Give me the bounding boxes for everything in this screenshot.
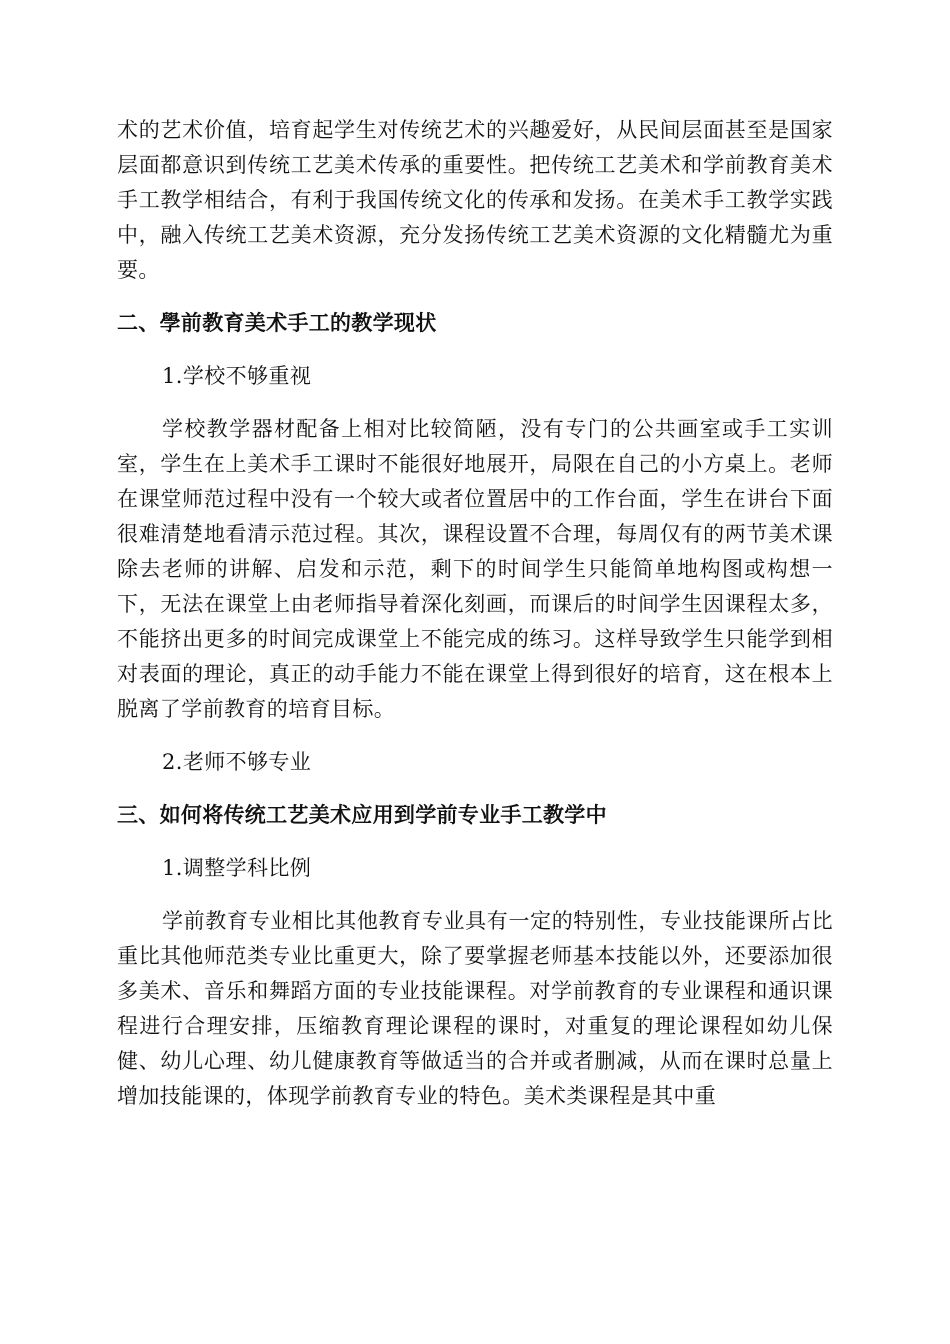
section-3-heading: 三、如何将传统工艺美术应用到学前专业手工教学中 xyxy=(117,803,607,827)
section-2-heading: 二、學前教育美术手工的教学现状 xyxy=(117,311,437,335)
section-2-subheading-2: 2.老师不够专业 xyxy=(162,750,312,774)
section-3-subheading-1: 1.调整学科比例 xyxy=(162,856,312,880)
document-body xyxy=(117,113,833,1132)
section-2-subheading-1: 1.学校不够重视 xyxy=(162,364,312,388)
section-3-paragraph-1: 学前教育专业相比其他教育专业具有一定的特别性，专业技能课所占比重比其他师范类专业比重更大，除了要掌握老师基本技能以外，还要添加很多美术、音乐和舞蹈方面的专业技能课程。对学前教育的专业课程和通识课程进行合理安排，压缩教育理论课程的课时，对重复的理论课程如幼儿保健、幼儿心理、幼儿健康教育等做适当的合并或者删减，从而在课时总量上增加技能课的，体现学前教育专业的特色。美术类课程是其中重 xyxy=(117,909,833,1108)
intro-paragraph: 术的艺术价值，培育起学生对传统艺术的兴趣爱好，从民间层面甚至是国家层面都意识到传统工艺美术传承的重要性。把传统工艺美术和学前教育美术手工教学相结合，有利于我国传统文化的传承和发扬。在美术手工教学实践中，融入传统工艺美术资源，充分发扬传统工艺美术资源的文化精髓尤为重要。 xyxy=(117,118,833,282)
section-2-paragraph-1: 学校教学器材配备上相对比较简陋，没有专门的公共画室或手工实训室，学生在上美术手工课时不能很好地展开，局限在自己的小方桌上。老师在课堂师范过程中没有一个较大或者位置居中的工作台面，学生在讲台下面很难清楚地看清示范过程。其次，课程设置不合理，每周仅有的两节美术课除去老师的讲解、启发和示范，剩下的时间学生只能简单地构图或构想一下，无法在课堂上由老师指导着深化刻画，而课后的时间学生因课程太多，不能挤出更多的时间完成课堂上不能完成的练习。这样导致学生只能学到相对表面的理论，真正的动手能力不能在课堂上得到很好的培育，这在根本上脱离了学前教育的培育目标。 xyxy=(117,417,833,721)
